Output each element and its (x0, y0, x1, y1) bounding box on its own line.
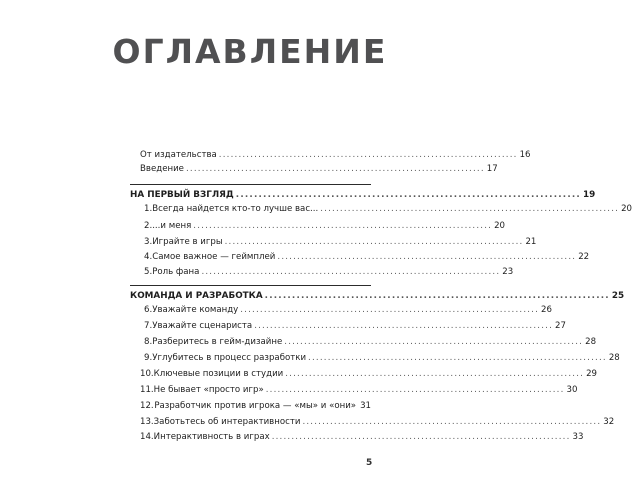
toc-entry-page: 20 (621, 204, 632, 214)
dot-leader: ............................................................................ (240, 305, 540, 315)
toc-entry-number: 11. (140, 385, 154, 395)
toc-entry-page: 22 (578, 252, 590, 262)
toc-section-page: 19 (582, 190, 596, 200)
toc-section-first-look[interactable] (130, 190, 596, 201)
toc-entry-introduction[interactable] (140, 164, 498, 175)
dot-leader: ............................................................................ (254, 321, 553, 331)
dot-leader: ............................................................................ (224, 237, 524, 247)
toc-entry-number: 4. (144, 252, 153, 262)
toc-entry-page: 30 (566, 385, 578, 395)
toc-entry-page: 23 (502, 267, 514, 277)
dot-leader: ............................................................................ (193, 221, 493, 231)
toc-entry-page: 20 (494, 221, 506, 231)
toc-entry-page: 26 (541, 305, 552, 315)
toc-entry[interactable] (144, 267, 514, 278)
dot-leader: ............................................................................ (218, 150, 518, 160)
toc-entry-label: Разработчик против игрока — «мы» и «они» (154, 401, 357, 411)
dot-leader: ............................................................................ (264, 291, 610, 301)
toc-entry-number: 5. (144, 267, 153, 277)
section-divider (130, 285, 371, 286)
toc-entry-page: 31 (360, 401, 371, 411)
toc-entry-label: Уважайте команду (152, 305, 239, 315)
toc-entry-label: Роль фана (152, 267, 200, 277)
dot-leader: ............................................................................ (235, 190, 581, 200)
toc-entry-label: Углубитесь в процесс разработки (152, 353, 307, 363)
toc-entry-number: 10. (140, 369, 154, 379)
dot-leader: ............................................................................ (277, 252, 577, 262)
toc-entry[interactable] (140, 401, 371, 412)
toc-entry-page: 28 (585, 337, 597, 347)
toc-entry-page: 17 (486, 164, 498, 174)
toc-entry-label: ...и меня (152, 221, 192, 231)
toc-entry[interactable] (144, 353, 620, 364)
toc-entry-label: Интерактивность в играх (153, 432, 270, 442)
page-number: 5 (366, 458, 373, 468)
toc-section-title: КОМАНДА И РАЗРАБОТКА (130, 291, 263, 301)
toc-entry[interactable] (144, 221, 506, 232)
toc-entry-page: 33 (572, 432, 584, 442)
toc-entry-label: Не бывает «просто игр» (153, 385, 264, 395)
toc-entry-label: От издательства (140, 150, 217, 160)
toc-section-team-development[interactable] (130, 291, 625, 302)
dot-leader: ............................................................................ (285, 369, 585, 379)
dot-leader: ............................................................................ (201, 267, 501, 277)
toc-entry[interactable] (140, 432, 584, 443)
toc-entry-number: 7. (144, 321, 153, 331)
dot-leader: ............................................................................ (308, 353, 607, 363)
toc-entry-label: Заботьтесь об интерактивности (153, 417, 301, 427)
toc-entry-label: Играйте в игры (152, 237, 223, 247)
toc-entry-number: 13. (140, 417, 154, 427)
toc-entry[interactable] (140, 385, 578, 396)
toc-entry-label: Всегда найдется кто-то лучше вас... (152, 204, 319, 214)
toc-entry-page: 21 (525, 237, 537, 247)
toc-entry[interactable] (144, 252, 590, 263)
toc-entry[interactable] (144, 337, 597, 348)
page-title: ОГЛАВЛЕНИЕ (112, 32, 388, 71)
toc-entry-publisher[interactable] (140, 150, 531, 161)
toc-entry-number: 1. (144, 204, 153, 214)
dot-leader: ............................................................................ (185, 164, 485, 174)
toc-entry-label: Уважайте сценариста (152, 321, 253, 331)
toc-section-page: 25 (611, 291, 625, 301)
toc-entry[interactable] (140, 417, 615, 428)
dot-leader: ............................................................................ (284, 337, 584, 347)
toc-entry-number: 8. (144, 337, 153, 347)
toc-section-title: НА ПЕРВЫЙ ВЗГЛЯД (130, 190, 234, 200)
toc-entry-number: 12. (140, 401, 154, 411)
toc-entry[interactable] (144, 237, 537, 248)
toc-entry-page: 29 (586, 369, 597, 379)
toc-entry-label: Введение (140, 164, 184, 174)
toc-entry[interactable] (144, 204, 632, 215)
toc-entry-label: Разберитесь в гейм-дизайне (152, 337, 283, 347)
toc-entry-label: Ключевые позиции в студии (153, 369, 284, 379)
toc-entry-page: 28 (608, 353, 620, 363)
toc-entry[interactable] (144, 305, 552, 316)
toc-entry-number: 2. (144, 221, 153, 231)
toc-entry-number: 14. (140, 432, 154, 442)
toc-entry-label: Самое важное — геймплей (152, 252, 276, 262)
toc-entry-page: 27 (555, 321, 566, 331)
dot-leader: ............................................................................ (265, 385, 565, 395)
dot-leader: ............................................................................ (320, 204, 620, 214)
toc-entry[interactable] (140, 369, 597, 380)
toc-entry-number: 9. (144, 353, 153, 363)
dot-leader: ............................................................................ (271, 432, 571, 442)
toc-entry-number: 3. (144, 237, 153, 247)
toc-entry[interactable] (144, 321, 566, 332)
toc-entry-page: 16 (519, 150, 531, 160)
dot-leader: ............................................................................ (302, 417, 602, 427)
toc-entry-number: 6. (144, 305, 153, 315)
toc-entry-page: 32 (603, 417, 615, 427)
section-divider (130, 184, 371, 185)
